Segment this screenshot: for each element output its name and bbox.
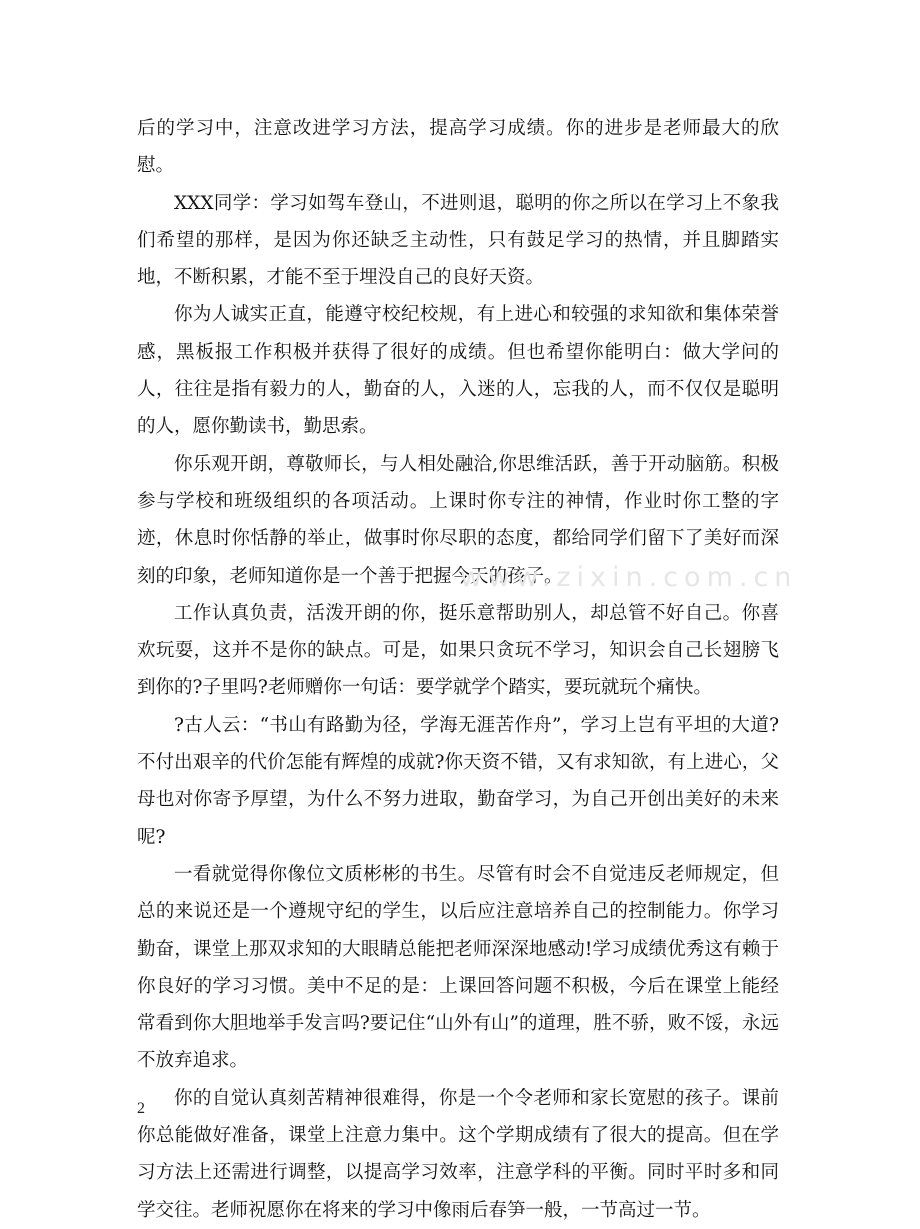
paragraph-6: ?古人云：“书山有路勤为径，学海无涯苦作舟”，学习上岂有平坦的大道?不付出艰辛的代价怎能有辉煌的成就?你天资不错，又有求知欲，有上进心，父母也对你寄予厚望，为什么不努力进取，勤奋学习，为自己开创出美好的未来呢? — [137, 714, 779, 848]
watermark: www.zixin.com.cn — [460, 562, 798, 593]
paragraph-2: XXX同学：学习如驾车登山，不进则退，聪明的你之所以在学习上不象我们希望的那样，是因为你还缺乏主动性，只有鼓足学习的热情，并且脚踏实地，不断积累，才能不至于埋没自己的良好天资。 — [137, 192, 779, 289]
paragraph-4: 你乐观开朗，尊敬师长，与人相处融洽,你思维活跃，善于开动脑筋。积极参与学校和班级组织的各项活动。上课时你专注的神情，作业时你工整的字迹，休息时你恬静的举止，做事时你尽职的态度，都给同学们留下了美好而深刻的印象，老师知道你是一个善于把握今天的孩子。 — [137, 453, 779, 587]
paragraph-3: 你为人诚实正直，能遵守校纪校规，有上进心和较强的求知欲和集体荣誉感，黑板报工作积极并获得了很好的成绩。但也希望你能明白：做大学问的人，往往是指有毅力的人，勤奋的人，入迷的人，忘我的人，而不仅仅是聪明的人，愿你勤读书，勤思索。 — [137, 304, 779, 438]
paragraph-1: 后的学习中，注意改进学习方法，提高学习成绩。你的进步是老师最大的欣慰。 — [137, 118, 779, 177]
page-number: 2 — [137, 1100, 145, 1117]
paragraph-8: 你的自觉认真刻苦精神很难得，你是一个令老师和家长宽慰的孩子。课前你总能做好准备，课堂上注意力集中。这个学期成绩有了很大的提高。但在学习方法上还需进行调整，以提高学习效率，注意学科的平衡。同时平时多和同学交往。老师祝愿你在将来的学习中像雨后春笋一般，一节高过一节。 — [137, 1087, 779, 1221]
paragraph-7: 一看就觉得你像位文质彬彬的书生。尽管有时会不自觉违反老师规定，但总的来说还是一个遵规守纪的学生，以后应注意培养自己的控制能力。你学习勤奋，课堂上那双求知的大眼睛总能把老师深深地感动!学习成绩优秀这有赖于你良好的学习习惯。美中不足的是：上课回答问题不积极，今后在课堂上能经常看到你大胆地举手发言吗?要记住“山外有山”的道理，胜不骄，败不馁，永远不放弃追求。 — [137, 863, 779, 1072]
document-body — [137, 110, 779, 1229]
paragraph-5: 工作认真负责，活泼开朗的你，挺乐意帮助别人，却总管不好自己。你喜欢玩耍，这并不是你的缺点。可是，如果只贪玩不学习，知识会自己长翅膀飞到你的?子里吗?老师赠你一句话：要学就学个踏实，要玩就玩个痛快。 — [137, 602, 779, 699]
